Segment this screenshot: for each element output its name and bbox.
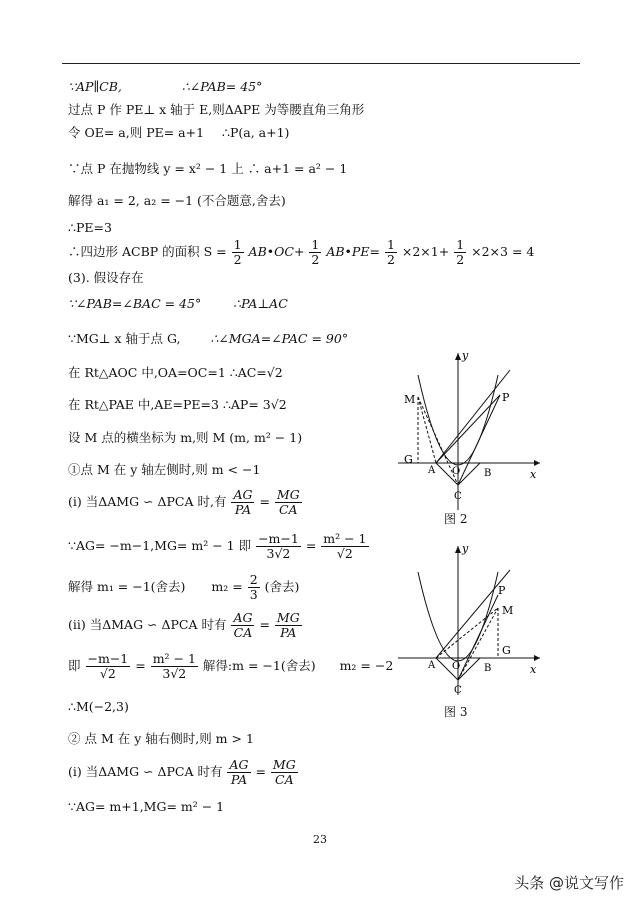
text-line-16: ∵AG= −m−1,MG= m² − 1 即 $\frac{-m-1}{3√2}$ = $\frac{\text{m² − 1}}{√2}$	[68, 531, 367, 561]
fraction-half-2: $\frac{1}{2}$	[311, 237, 320, 267]
label-c: C	[454, 491, 462, 502]
figure-2	[390, 345, 550, 515]
figure-3-diagram	[390, 540, 550, 700]
figure-3	[390, 540, 550, 700]
text-line-14: ①点 M 在 y 轴左侧时,则 m < −1	[68, 462, 261, 477]
text-line-23: ∵AG= m+1,MG= m² − 1	[68, 799, 225, 814]
text-l17c: (舍去)	[264, 579, 300, 594]
label-a: A	[428, 465, 436, 476]
label-o: O	[452, 466, 461, 477]
line-am	[436, 608, 498, 658]
label-a: A	[428, 660, 436, 671]
label-c: C	[454, 685, 462, 696]
fraction-ag-pa-1: $\frac{AG}{PA}$	[233, 487, 253, 517]
page-number: 23	[313, 833, 327, 846]
fraction-mg-ca-1: $\frac{MG}{CA}$	[276, 487, 300, 517]
text-l16a: ∵AG= −m−1,MG= m² − 1 即	[68, 538, 252, 553]
line-ap	[436, 395, 500, 463]
line-cm	[458, 608, 498, 680]
text-l7-t4: ×2×3 = 4	[471, 244, 535, 259]
fraction-mg-pa: $\frac{MG}{PA}$	[276, 610, 300, 640]
fraction-two-thirds: $\frac{2}{3}$	[249, 572, 258, 602]
label-y: y	[462, 542, 469, 555]
text-l19c: m₂ = −2	[339, 658, 394, 673]
label-m: M	[502, 604, 514, 617]
text-line-19: 即 $\frac{-m-1}{√2}$ = $\frac{\text{m² − 1}}{3√2}$ 解得:m = −1(舍去) m₂ = −2	[68, 651, 394, 681]
text-l19b: 解得:m = −1(舍去)	[202, 658, 316, 673]
text-l3a: 令 OE= a,则 PE= a+1	[68, 125, 205, 140]
text-line-15: (ⅰ) 当ΔAMG ∽ ΔPCA 时,有 $\frac{AG}{PA}$ = $\frac{MG}{CA}$	[68, 487, 300, 517]
text-l18: (ⅱ) 当ΔMAG ∽ ΔPCA 时有	[68, 617, 227, 632]
label-g: G	[404, 453, 413, 466]
text-l7-t3: ×2×1+	[401, 244, 450, 259]
text-line-5: 解得 a₁ = 2, a₂ = −1 (不合题意,舍去)	[68, 193, 286, 208]
fraction-ag-pa-2: $\frac{AG}{PA}$	[229, 757, 249, 787]
fraction-neg-m1-3r2: $\frac{-m-1}{3√2}$	[258, 531, 299, 561]
text-l9b: ∴PA⊥AC	[233, 296, 288, 311]
fraction-mg-ca-2: $\frac{MG}{CA}$	[272, 757, 296, 787]
fraction-ag-ca: $\frac{AG}{CA}$	[233, 610, 253, 640]
text-line-11: 在 Rt△AOC 中,OA=OC=1 ∴AC=√2	[68, 365, 283, 380]
text-line-1	[68, 79, 262, 95]
text-line-3	[68, 125, 289, 141]
y-axis-arrow	[455, 353, 461, 360]
x-axis-arrow	[534, 460, 540, 466]
label-b: B	[484, 468, 492, 479]
text-l3b: ∴P(a, a+1)	[222, 125, 290, 140]
text-l7-t1: AB•OC+	[248, 244, 305, 259]
y-axis-arrow	[455, 546, 461, 553]
text-line-17	[68, 573, 299, 602]
text-l7-t2: AB•PE=	[326, 244, 380, 259]
text-l9a: ∵∠PAB=∠BAC = 45°	[68, 296, 202, 311]
text-line-9	[68, 296, 288, 312]
line-cb	[458, 463, 480, 485]
text-l1b: ∴∠PAB= 45°	[181, 79, 263, 94]
text-line-8: (3). 假设存在	[68, 270, 144, 285]
figure-2-diagram	[390, 345, 550, 515]
text-l15: (ⅰ) 当ΔAMG ∽ ΔPCA 时,有	[68, 494, 227, 509]
text-line-21: ② 点 M 在 y 轴右侧时,则 m > 1	[68, 731, 254, 746]
label-p: P	[502, 391, 510, 404]
figure-2-caption: 图 2	[444, 512, 468, 526]
text-line-18: (ⅱ) 当ΔMAG ∽ ΔPCA 时有 $\frac{AG}{CA}$ = $\frac{MG}{PA}$	[68, 610, 300, 640]
text-l1a: ∵AP∥CB,	[68, 79, 122, 94]
text-l10a: ∵MG⊥ x 轴于点 G,	[68, 331, 181, 346]
label-m: M	[404, 393, 416, 406]
text-l17a: 解得 m₁ = −1(舍去)	[68, 579, 186, 594]
text-line-20: ∴M(−2,3)	[68, 699, 129, 714]
text-line-2: 过点 P 作 PE⊥ x 轴于 E,则ΔAPE 为等腰直角三角形	[68, 102, 365, 117]
text-l19a: 即	[68, 658, 81, 673]
watermark: 头条 @说文写作	[514, 874, 624, 892]
text-line-22: (ⅰ) 当ΔAMG ∽ ΔPCA 时有 $\frac{AG}{PA}$ = $\frac{MG}{CA}$	[68, 757, 296, 787]
text-line-7-area	[68, 238, 534, 267]
fraction-half-1: $\frac{1}{2}$	[233, 237, 242, 267]
text-line-12: 在 Rt△PAE 中,AE=PE=3 ∴AP= 3√2	[68, 397, 287, 412]
header-rule	[62, 63, 580, 64]
figure-3-caption: 图 3	[444, 705, 468, 719]
fraction-m2-1-r2: $\frac{\text{m² − 1}}{√2}$	[323, 531, 367, 561]
text-l10b: ∴∠MGA=∠PAC = 90°	[210, 331, 349, 346]
text-l7-pre: ∴四边形 ACBP 的面积 S =	[68, 244, 227, 259]
label-x: x	[530, 468, 537, 481]
label-b: B	[484, 663, 492, 674]
label-o: O	[452, 661, 461, 672]
text-line-6: ∴PE=3	[68, 220, 112, 235]
text-line-4: ∵点 P 在抛物线 y = x² − 1 上 ∴ a+1 = a² − 1	[68, 161, 348, 176]
text-l22: (ⅰ) 当ΔAMG ∽ ΔPCA 时有	[68, 764, 223, 779]
text-line-10	[68, 331, 348, 347]
fraction-half-4: $\frac{1}{2}$	[456, 237, 465, 267]
label-p: P	[498, 584, 506, 597]
line-ap-extended	[436, 370, 510, 463]
label-y: y	[462, 349, 469, 362]
x-axis-arrow	[534, 655, 540, 661]
fraction-m2-1-3r2: $\frac{\text{m² − 1}}{3√2}$	[152, 651, 196, 681]
line-cb	[458, 658, 480, 680]
label-g: G	[502, 644, 511, 657]
text-l17b: m₂ =	[211, 579, 243, 594]
label-x: x	[530, 663, 537, 676]
fraction-neg-m1-r2: $\frac{-m-1}{√2}$	[87, 651, 129, 681]
fraction-half-3: $\frac{1}{2}$	[386, 237, 395, 267]
text-line-13: 设 M 点的横坐标为 m,则 M (m, m² − 1)	[68, 430, 303, 445]
